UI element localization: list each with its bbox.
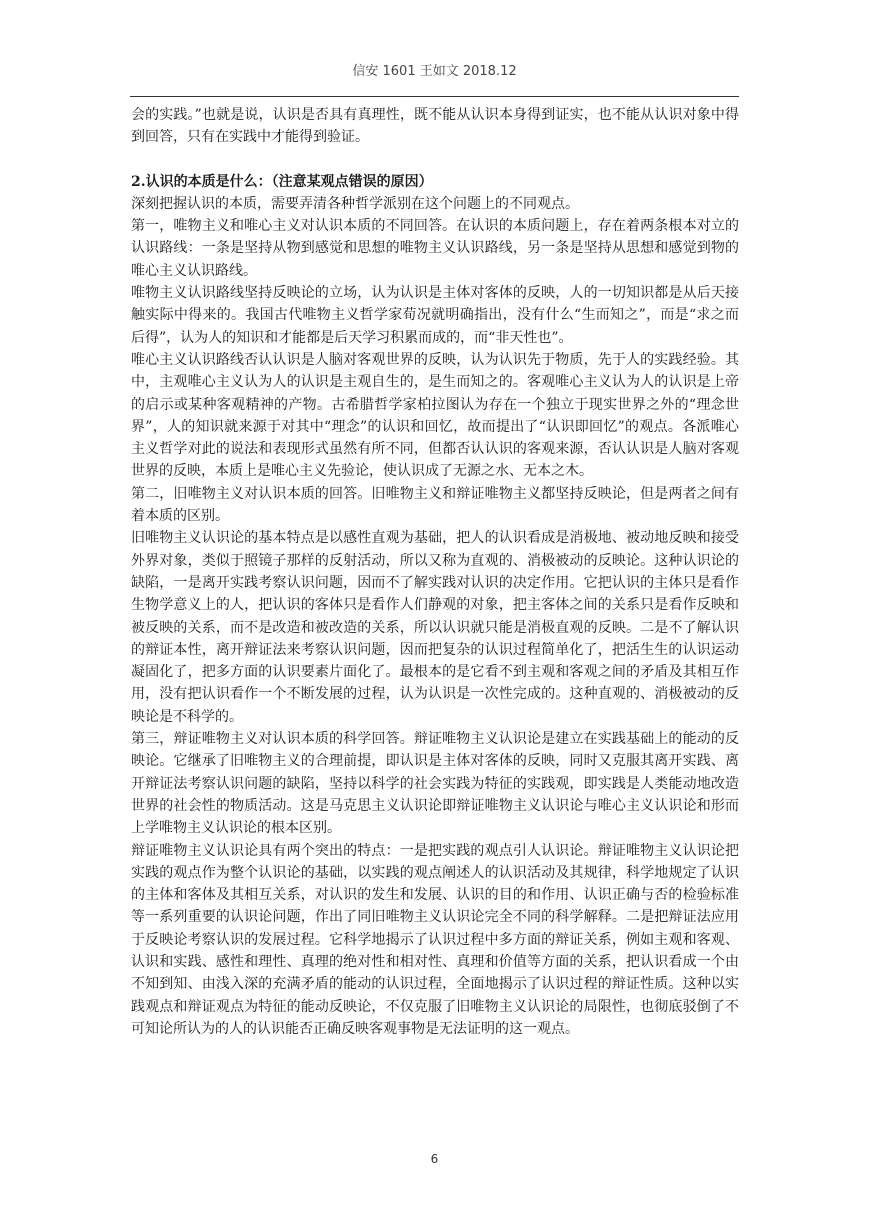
paragraph: 唯心主义认识路线否认认识是人脑对客观世界的反映，认为认识先于物质，先于人的实践经验。其中，主观唯心主义认为人的认识是主观自生的，是生而知之的。客观唯心主义认为人的认识是上帝的启示或某种客观精神的产物。古希腊哲学家柏拉图认为存在一个独立于现实世界之外的“理念世界”，人的知识就来源于对其中“理念”的认识和回忆，故而提出了“认识即回忆”的观点。各派唯心主义哲学对此的说法和表现形式虽然有所不同，但都否认认识的客观来源，否认认识是人脑对客观世界的反映，本质上是唯心主义先验论，使认识成了无源之水、无本之木。 (131, 351, 739, 480)
section-heading: 2.认识的本质是什么：（注意某观点错误的原因） (131, 173, 433, 190)
header-divider (130, 96, 739, 97)
paragraph: 辩证唯物主义认识论具有两个突出的特点：一是把实践的观点引人认识论。辩证唯物主义认识论把实践的观点作为整个认识论的基础，以实践的观点阐述人的认识活动及其规律，科学地规定了认识的主体和客体及其相互关系，对认识的发生和发展、认识的目的和作用、认识正确与否的检验标准等一系列重要的认识论问题，作出了同旧唯物主义认识论完全不同的科学解释。二是把辩证法应用于反映论考察认识的发展过程。它科学地揭示了认识过程中多方面的辩证关系，例如主观和客观、认识和实践、感性和理性、真理的绝对性和相对性、真理和价值等方面的关系，把认识看成一个由不知到知、由浅入深的充满矛盾的能动的认识过程，全面地揭示了认识过程的辩证性质。这种以实践观点和辩证观点为特征的能动反映论，不仅克服了旧唯物主义认识论的局限性，也彻底驳倒了不可知论所认为的人的认识能否正确反映客观事物是无法证明的这一观点。 (131, 842, 739, 1037)
paragraph: 第二，旧唯物主义对认识本质的回答。旧唯物主义和辩证唯物主义都坚持反映论，但是两者之间有着本质的区别。 (131, 485, 739, 525)
paragraph: 唯物主义认识路线坚持反映论的立场，认为认识是主体对客体的反映，人的一切知识都是从后天接触实际中得来的。我国古代唯物主义哲学家荀况就明确指出，没有什么“生而知之”，而是“求之而后得”，认为人的知识和才能都是后天学习积累而成的，而“非天性也”。 (131, 285, 739, 346)
paragraph-intro-continuation: 会的实践。”也就是说，认识是否具有真理性，既不能从认识本身得到证实，也不能从认识对象中得到回答，只有在实践中才能得到验证。 (131, 107, 739, 146)
paragraph-gap (131, 149, 739, 171)
paragraph: 旧唯物主义认识论的基本特点是以感性直观为基础，把人的认识看成是消极地、被动地反映和接受外界对象，类似于照镜子那样的反射活动，所以又称为直观的、消极被动的反映论。这种认识论的缺陷，一是离开实践考察认识问题，因而不了解实践对认识的决定作用。它把认识的主体只是看作生物学意义上的人，把认识的客体只是看作人们静观的对象，把主客体之间的关系只是看作反映和被反映的关系，而不是改造和被改造的关系，所以认识就只能是消极直观的反映。二是不了解认识的辩证本性，离开辩证法来考察认识问题，因而把复杂的认识过程简单化了，把活生生的认识运动凝固化了，把多方面的认识要素片面化了。最根本的是它看不到主观和客观之间的矛盾及其相互作用，没有把认识看作一个不断发展的过程，认为认识是一次性完成的。这种直观的、消极被动的反映论是不科学的。 (131, 530, 739, 725)
paragraph: 第三，辩证唯物主义对认识本质的科学回答。辩证唯物主义认识论是建立在实践基础上的能动的反映论。它继承了旧唯物主义的合理前提，即认识是主体对客体的反映，同时又克服其离开实践、离开辩证法考察认识问题的缺陷，坚持以科学的社会实践为特征的实践观，即实践是人类能动地改造世界的社会性的物质活动。这是马克思主义认识论即辩证唯物主义认识论与唯心主义认识论和形而上学唯物主义认识论的根本区别。 (131, 731, 739, 837)
page-header: 信安 1601 王如文 2018.12 (352, 64, 517, 79)
paragraph: 深刻把握认识的本质，需要弄清各种哲学派别在这个问题上的不同观点。 (131, 195, 579, 212)
document-body (131, 104, 739, 1040)
paragraph: 第一，唯物主义和唯心主义对认识本质的不同回答。在认识的本质问题上，存在着两条根本对立的认识路线：一条是坚持从物到感觉和思想的唯物主义认识路线，另一条是坚持从思想和感觉到物的唯心主义认识路线。 (131, 218, 739, 279)
page-number: 6 (430, 1152, 439, 1166)
